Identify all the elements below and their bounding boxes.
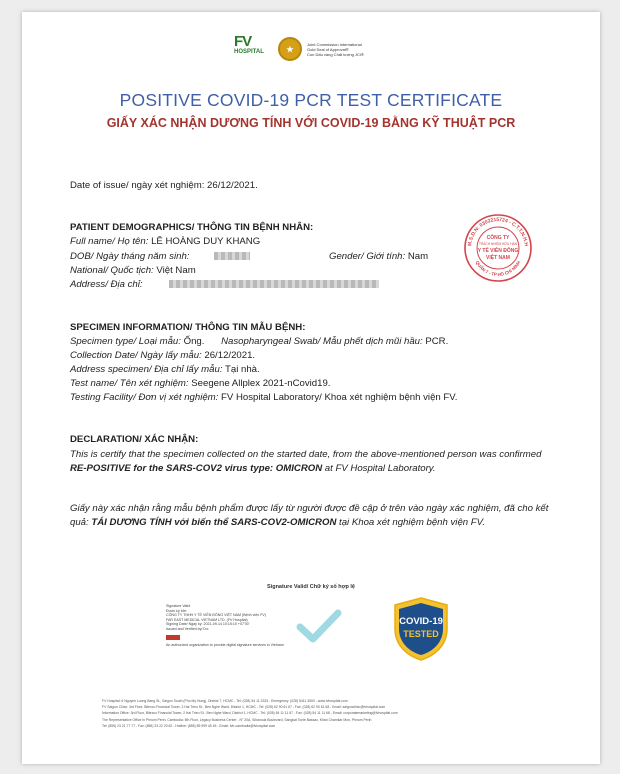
company-stamp [463, 213, 533, 283]
footer-line: FV Saigon Clinic: 3rd Floor, Bitexco Financial Tower, 2 Hai Trieu St., Ben Nghe Ward, District 1, HCMC - Tel: (028) 62 90 61 67 - Fax: (028) 62 90 61 68 - Email: saigonclinic@fvhospital.com [102, 705, 386, 710]
declaration-vietnamese [70, 502, 560, 529]
stamp-bottom-arc: QUẬN 7 - TP HỒ CHÍ MINH [474, 260, 522, 278]
header-logos [234, 34, 397, 64]
test-name-label: Test name/ Tên xét nghiệm: [70, 378, 189, 389]
nationality-row [70, 264, 196, 278]
specimen-address-label: Address specimen/ Địa chỉ lấy mẫu: [70, 364, 223, 375]
specimen-address-value: Tại nhà. [225, 364, 260, 375]
specimen-type-value: Ống. [183, 336, 205, 347]
declaration-vn-text: tại Khoa xét nghiệm bệnh viện FV. [336, 516, 485, 528]
signature-note: An authorized organization to provide digital signature services in Vietnam [166, 642, 284, 647]
declaration-header: DECLARATION/ XÁC NHẬN: [70, 434, 199, 445]
specimen-address-row [70, 363, 260, 377]
gender-value: Nam [407, 251, 429, 262]
jci-seal-icon: ★ [278, 37, 302, 61]
issue-date: Date of issue/ ngày xét nghiệm: 26/12/2021. [70, 180, 258, 191]
valid-check-icon [296, 609, 342, 643]
specimen-swab-value: PCR. [425, 336, 449, 347]
specimen-header: SPECIMEN INFORMATION/ THÔNG TIN MẪU BỆNH: [70, 322, 306, 333]
specimen-type-label: Specimen type/ Loại mẫu: [70, 336, 181, 347]
address-row [70, 278, 379, 292]
fv-logo-text: FV [234, 33, 252, 50]
stamp-top-arc: M.S.D.N: 0302215724 - C.T.T.N.H.H [467, 216, 529, 247]
nationality-label: National/ Quốc tịch: [70, 265, 154, 276]
jci-line: Joint Commission International [307, 41, 362, 47]
nationality-value: Việt Nam [156, 265, 196, 276]
signature-line: Được ký bởi: [166, 608, 187, 613]
badge-line: COVID-19 [399, 616, 443, 627]
footer-line: Tel: (855) 23 21 77 77 - Fax: (855) 23 22 20 62 - Hotline: (855) 89 999 45 45 - Email: fvh-cambodia@fvhospital.com [102, 723, 276, 728]
jci-text [307, 42, 397, 57]
specimen-type-row [70, 335, 448, 349]
declaration-en-text: at FV Hospital Laboratory. [322, 462, 436, 474]
signature-label: Signature Valid/ Chữ ký số hợp lệ [267, 584, 355, 590]
redacted-dob [214, 252, 250, 260]
signature-line: Signature Valid [166, 604, 191, 608]
stamp-line: Y TẾ VIỄN ĐÔNG [477, 248, 519, 254]
declaration-en-result: RE-POSITIVE for the SARS-COV2 virus type: OMICRON [70, 462, 323, 474]
testing-facility-label: Testing Facility/ Đơn vị xét nghiệm: [70, 392, 219, 403]
testing-facility-row [70, 391, 457, 405]
name-label: Full name/ Họ tên: [70, 236, 149, 247]
stamp-line: TRÁCH NHIỆM HỮU HẠN [479, 242, 517, 246]
collection-date-value: 26/12/2021. [204, 350, 256, 361]
address-label: Address/ Địa chỉ: [70, 279, 143, 290]
badge-line: TESTED [403, 629, 439, 639]
gender-label: Gender/ Giới tính: [329, 251, 406, 262]
test-name-value: Seegene Allplex 2021-nCovid19. [191, 378, 331, 389]
dob-label: DOB/ Ngày tháng năm sinh: [70, 251, 190, 262]
declaration-vn-text: Giấy này xác nhận rằng mẫu bệnh phẩm được lấy từ người được đề cập ở trên vào ngày xác nghiệm, đã cho kết quả: [70, 503, 549, 528]
test-name-row [70, 377, 330, 391]
collection-date-row [70, 349, 255, 363]
stamp-line: CÔNG TY [486, 235, 510, 241]
fv-logo-sub: HOSPITAL [234, 49, 264, 55]
collection-date-label: Collection Date/ Ngày lấy mẫu: [70, 350, 202, 361]
jci-line: Con Dấu vàng Chất lượng JCI® [307, 51, 364, 57]
name-value: LÊ HOÀNG DUY KHANG [151, 236, 261, 247]
signature-line: Signing Date/ Ngày ký: 2021-09-14 10:15:10 +07'00' [166, 622, 250, 627]
fv-hospital-logo [234, 34, 272, 64]
patient-header: PATIENT DEMOGRAPHICS/ THÔNG TIN BỆNH NHÂN: [70, 222, 314, 233]
title-vietnamese: GIẤY XÁC NHẬN DƯƠNG TÍNH VỚI COVID-19 BẰNG KỸ THUẬT PCR [106, 116, 516, 130]
specimen-swab-label: Nasopharyngeal Swab/ Mẫu phết dịch mũi hầu: [221, 336, 423, 347]
signature-line: Issued and Verified by/ Do: [166, 626, 209, 631]
signature-line: CÔNG TY TNHH Y TẾ VIỄN ĐÔNG VIỆT NAM (Bệnh viện FV) [166, 613, 266, 618]
dob-row [70, 250, 250, 264]
signature-provider-logo [166, 635, 180, 640]
declaration-vn-result: TÁI DƯƠNG TÍNH với biến thể SARS-COV2-OMICRON [91, 516, 337, 528]
declaration-english [70, 448, 560, 475]
signature-line: FAR EAST MEDICAL VIETNAM LTD. (FV Hospital) [166, 617, 248, 622]
footer-line: The Representative Office in Phnom Penh, Cambodia: 5th Floor, Legacy Business Center - N° 20A, Sihanouk Boulevard, Sangkat Tonle Bassac, Khan Chamkar Mon, Phnom Penh [102, 717, 372, 722]
footer-line: FV Hospital: 6 Nguyen Luong Bang St., Saigon South (Phu My Hung), District 7, HCMC - Tel: (028) 54 11 3333 - Emergency: (028) 5411 3500 - www.fvhospital.com [102, 699, 348, 703]
patient-name-row [70, 235, 260, 249]
title-english: POSITIVE COVID-19 PCR TEST CERTIFICATE [119, 90, 503, 110]
jci-line: Gold Seal of Approval® [307, 46, 349, 52]
stamp-line: VIỆT NAM [486, 255, 510, 261]
gender-row [329, 250, 428, 264]
footer-line: Information Office: 3rd Floor, Bitexco Financial Tower, 2 Hai Trieu St., Ben Nghe Ward, District 1, HCMC - Tel: (028) 54 11 11 67 - Fax: (028) 54 11 11 68 - Email: corporatemarketing@fvhospital.com [102, 711, 398, 716]
declaration-en-text: This is certify that the specimen collected on the started date, from the above-mentioned person was confirmed [70, 449, 542, 460]
covid-tested-badge [392, 596, 450, 662]
redacted-address [169, 280, 379, 288]
testing-facility-value: FV Hospital Laboratory/ Khoa xét nghiệm bệnh viện FV. [221, 392, 458, 403]
certificate-page [22, 12, 600, 764]
footer-contact-info [102, 698, 532, 729]
